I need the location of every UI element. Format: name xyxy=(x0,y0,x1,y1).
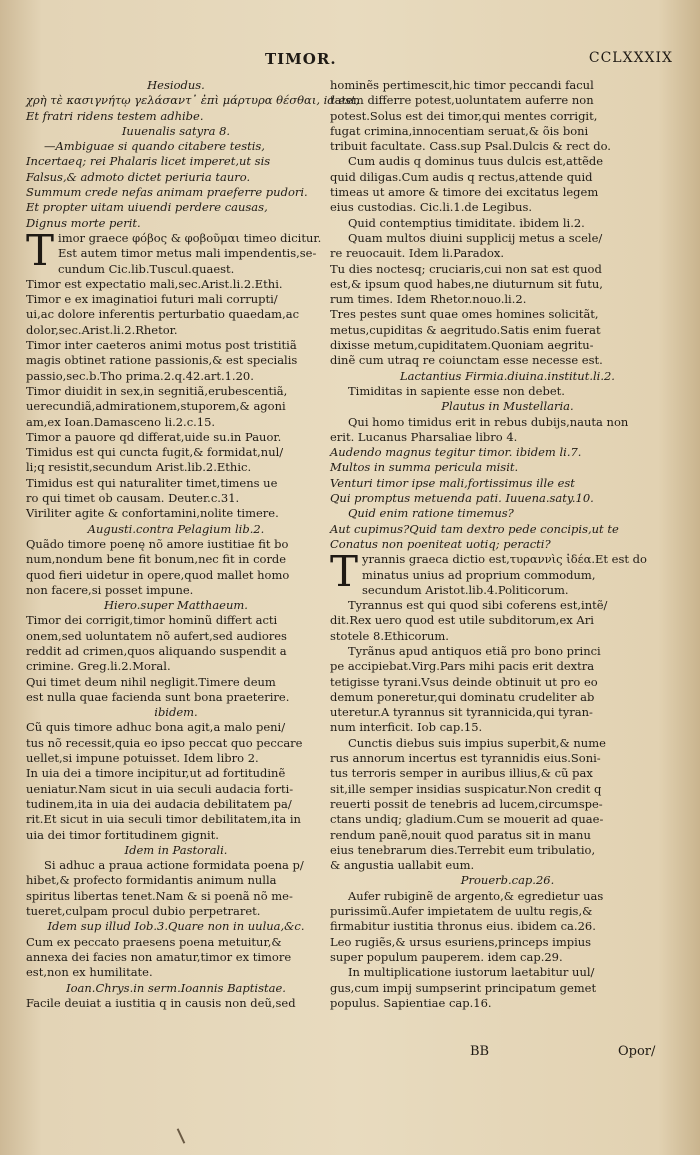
text-line: In uia dei a timore incipitur,ut ad fortitudinẽ xyxy=(26,766,286,781)
page-header xyxy=(265,50,685,74)
text-line: reuerti possit de tenebris ad lucem,circumspe- xyxy=(330,796,603,811)
text-line: stotele 8.Ethicorum. xyxy=(330,628,449,643)
text-line: & angustia uallabit eum. xyxy=(330,858,475,873)
text-line: populus. Sapientiae cap.16. xyxy=(330,995,492,1010)
text-line: Hesiodus. xyxy=(147,78,205,92)
text-line: uellet,si impune potuisset. Idem libro 2. xyxy=(26,751,259,766)
text-line: am,ex Ioan.Damasceno li.2.c.15. xyxy=(26,414,216,429)
text-line: ctans undiq; gladium.Cum se mouerit ad quae- xyxy=(330,812,604,827)
text-line: Idem sup illud Iob.3.Quare non in uulua,&c. xyxy=(47,919,305,934)
text-line: Idem in Pastorali. xyxy=(124,842,228,857)
text-line: Timor est expectatio mali,sec.Arist.li.2.Ethi. xyxy=(26,276,283,291)
text-line: super populum pauperem. idem cap.29. xyxy=(330,949,563,964)
text-line: Lactantius Firmia.diuina.institut.li.2. xyxy=(400,368,615,383)
text-line: annexa dei facies non amatur,timor ex timore xyxy=(26,949,292,964)
text-line: dit.Rex uero quod est utile subditorum,ex Ari xyxy=(330,613,594,628)
text-line: tus terroris semper in auribus illius,& cũ pax xyxy=(330,766,593,781)
text-line: sit,ille semper insidias suspicatur.Non credit q xyxy=(330,781,602,796)
text-line: tribuit facultate. Cass.sup Psal.Dulcis & rect do. xyxy=(330,139,611,154)
text-line: Timidus est qui naturaliter timet,timens ue xyxy=(26,475,278,490)
text-line: timeas ut amore & timore dei excitatus legem xyxy=(330,185,599,200)
text-line: Ioan.Chrys.in serm.Ioannis Baptistae. xyxy=(66,980,286,995)
text-line: non facere,si posset impune. xyxy=(26,582,194,597)
text-line: li;q resistit,secundum Arist.lib.2.Ethic. xyxy=(26,460,252,475)
text-line: tudinem,ita in uia dei audacia debilitatem pa/ xyxy=(26,796,292,811)
text-line: num interficit. Iob cap.15. xyxy=(330,720,483,735)
text-line: Timor inter caeteros animi motus post tristitiã xyxy=(26,338,297,353)
text-line: Timiditas in sapiente esse non debet. xyxy=(348,383,565,398)
catchword: Opor/ xyxy=(618,1044,656,1059)
text-line: quod fieri uidetur in opere,quod mallet homo xyxy=(26,567,290,582)
text-line: imor graece φόβος & φοβοῦμαι timeo dicitur. xyxy=(58,230,322,245)
signature-mark: BB xyxy=(470,1044,490,1059)
text-line: Qui homo timidus erit in rebus dubijs,nauta non xyxy=(348,414,629,429)
text-line: reddit ad crimen,quos aliquando suspendit a xyxy=(26,643,287,658)
text-line: secundum Aristot.lib.4.Politicorum. xyxy=(362,582,569,597)
text-line: tueret,culpam procul dubio perpetraret. xyxy=(26,904,261,919)
text-line: firmabitur iustitia thronus eius. ibidem ca.26. xyxy=(330,919,596,934)
right-column xyxy=(330,78,685,1010)
text-line: Tres pestes sunt quae omes homines solicitãt, xyxy=(330,307,599,322)
text-line: Timor dei corrigit,timor hominũ differt acti xyxy=(26,613,278,628)
text-line: Cum ex peccato praesens poena metuitur,& xyxy=(26,934,282,949)
text-line: tus nõ recessit,quia eo ipso peccat quo peccare xyxy=(26,735,303,750)
text-line: est nulla quae facienda sunt bona praeterire. xyxy=(26,689,290,704)
text-line: hominẽs pertimescit,hic timor peccandi facul xyxy=(330,78,594,92)
text-line: metus,cupiditas & aegritudo.Satis enim fuerat xyxy=(330,322,601,337)
text-line: Dignus morte perit. xyxy=(26,215,141,230)
text-line: Summum crede nefas animam praeferre pudori. xyxy=(26,185,308,200)
text-line: onem,sed uoluntatem nõ aufert,sed audiores xyxy=(26,628,287,643)
text-line: Qui timet deum nihil negligit.Timere deum xyxy=(26,674,276,689)
text-line: Conatus non poeniteat uotiq; peracti? xyxy=(330,536,551,551)
text-line: Est autem timor metus mali impendentis,se- xyxy=(58,246,317,261)
text-line: Cunctis diebus suis impius superbit,& nume xyxy=(348,735,606,750)
drop-cap: T xyxy=(330,547,359,597)
text-line: ro qui timet ob causam. Deuter.c.31. xyxy=(26,491,240,506)
text-line: re reuocauit. Idem li.Paradox. xyxy=(330,246,505,261)
text-line: Audendo magnus tegitur timor. ibidem li.7. xyxy=(330,445,582,460)
text-line: Tyrãnus apud antiquos etiã pro bono princi xyxy=(348,643,601,658)
text-line: uerecundiã,admirationem,stuporem,& agoni xyxy=(26,399,286,414)
text-line: yrannis graeca dictio est,τυραννὶς ἰδέα.Et est do xyxy=(362,552,647,567)
text-line: Cũ quis timore adhuc bona agit,a malo peni/ xyxy=(26,720,286,735)
text-line: tatem differre potest,uoluntatem auferre non xyxy=(330,93,594,108)
text-line: In multiplicatione iustorum laetabitur uul/ xyxy=(348,965,595,980)
folio-number: CCLXXXIX xyxy=(588,50,673,66)
text-line: uteretur.A tyrannus sit tyrannicida,qui tyran- xyxy=(330,705,593,720)
text-line: uia dei timor fortitudinem gignit. xyxy=(26,827,219,842)
text-line: Tyrannus est qui quod sibi coferens est,intẽ/ xyxy=(348,598,608,613)
text-line: eius custodias. Cic.li.1.de Legibus. xyxy=(330,200,533,215)
text-line: Si adhuc a praua actione formidata poena p/ xyxy=(44,858,304,873)
text-line: ibidem. xyxy=(154,705,198,720)
text-line: rus annorum incertus est tyrannidis eius.Soni- xyxy=(330,751,601,766)
text-line: Hiero.super Matthaeum. xyxy=(104,598,248,613)
text-line: hibet,& profecto formidantis animum nulla xyxy=(26,873,277,888)
text-line: Quid enim ratione timemus? xyxy=(348,506,514,521)
text-line: Falsus,& admoto dictet periuria tauro. xyxy=(26,169,251,184)
text-line: Venturi timor ipse mali,fortissimus ille est xyxy=(330,475,575,490)
text-line: dixisse metum,cupiditatem.Quoniam aegritu- xyxy=(330,338,594,353)
drop-cap: T xyxy=(26,225,55,275)
text-line: Augusti.contra Pelagium lib.2. xyxy=(87,521,265,536)
text-line: Facile deuiat a iustitia q in causis non deũ,sed xyxy=(26,995,296,1010)
text-line: ui,ac dolore inferentis perturbatio quaedam,ac xyxy=(26,307,300,322)
text-line: Quam multos diuini supplicij metus a scele/ xyxy=(348,230,603,245)
text-line: Quid contemptius timiditate. ibidem li.2. xyxy=(348,215,585,230)
text-line: cundum Cic.lib.Tuscul.quaest. xyxy=(58,261,235,276)
text-line: Timidus est qui cuncta fugit,& formidat,nul/ xyxy=(26,445,284,460)
text-line: crimine. Greg.li.2.Moral. xyxy=(26,659,171,674)
text-line: fugat crimina,innocentiam seruat,& õis boni xyxy=(330,123,589,138)
text-line: rendum panẽ,nouit quod paratus sit in manu xyxy=(330,827,591,842)
text-line: spiritus libertas tenet.Nam & si poenã nõ me- xyxy=(26,888,293,903)
text-line: num,nondum bene fit bonum,nec fit in corde xyxy=(26,552,287,567)
text-line: Quãdo timore poenę nõ amore iustitiae fit bo xyxy=(26,536,289,551)
text-line: Prouerb.cap.26. xyxy=(460,873,555,888)
text-line: —Ambiguae si quando citabere testis, xyxy=(44,139,265,154)
text-line: Qui promptus metuenda pati. Iuuena.saty.10. xyxy=(330,491,594,506)
text-line: magis obtinet ratione passionis,& est specialis xyxy=(26,353,298,368)
text-line: Timor diuidit in sex,in segnitiã,erubescentiã, xyxy=(26,383,288,398)
text-line: est,& ipsum quod habes,ne diuturnum sit futu, xyxy=(330,276,603,291)
text-line: pe accipiebat.Virg.Pars mihi pacis erit dextra xyxy=(330,659,595,674)
left-column xyxy=(26,78,360,1078)
text-line: eius tenebrarum dies.Terrebit eum tribulatio, xyxy=(330,842,596,857)
text-line: ueniatur.Nam sicut in uia seculi audacia forti- xyxy=(26,781,294,796)
text-line: rum times. Idem Rhetor.nouo.li.2. xyxy=(330,292,527,307)
text-line: rit.Et sicut in uia seculi timor debilitatem,ita in xyxy=(26,812,301,827)
text-line: Viriliter agite & confortamini,nolite timere. xyxy=(26,506,279,521)
text-line: potest.Solus est dei timor,qui mentes corrigit, xyxy=(330,108,598,123)
text-line: minatus unius ad proprium commodum, xyxy=(362,567,596,582)
text-line: χρὴ τὲ κασιγνήτῳ γελάσαντ᾽ ἐπὶ μάρτυρα θέσθαι, id est, xyxy=(26,93,360,108)
text-line: Aufer rubiginẽ de argento,& egredietur uas xyxy=(348,888,604,903)
text-line: Timor e ex imaginatioi futuri mali corrupti/ xyxy=(26,292,278,307)
page-mark xyxy=(177,1128,186,1143)
text-line: purissimũ.Aufer impietatem de uultu regis,& xyxy=(330,904,593,919)
text-line: erit. Lucanus Pharsaliae libro 4. xyxy=(330,429,518,444)
text-line: Multos in summa pericula misit. xyxy=(330,460,519,475)
text-line: Aut cupimus?Quid tam dextro pede concipis,ut te xyxy=(330,521,619,536)
text-line: gus,cum impij sumpserint principatum gemet xyxy=(330,980,597,995)
text-line: demum poneretur,qui dominatu crudeliter ab xyxy=(330,689,595,704)
text-line: Timor a pauore qd differat,uide su.in Pauor. xyxy=(26,429,282,444)
text-line: Et propter uitam uiuendi perdere causas, xyxy=(26,200,268,215)
text-line: quid diligas.Cum audis q rectus,attende quid xyxy=(330,169,593,184)
running-head: TIMOR. xyxy=(265,50,337,68)
text-line: tetigisse tyrani.Vsus deinde obtinuit ut pro eo xyxy=(330,674,598,689)
text-line: dinẽ cum utraq re coiunctam esse necesse est. xyxy=(330,353,603,368)
text-line: Incertaeq; rei Phalaris licet imperet,ut sis xyxy=(26,154,271,169)
text-line: est,non ex humilitate. xyxy=(26,965,153,980)
text-line: Tu dies noctesq; cruciaris,cui non sat est quod xyxy=(330,261,602,276)
text-line: Leo rugiẽs,& ursus esuriens,princeps impius xyxy=(330,934,592,949)
text-line: Et fratri ridens testem adhibe. xyxy=(26,108,204,123)
text-line: passio,sec.b.Tho prima.2.q.42.art.1.20. xyxy=(26,368,254,383)
text-line: dolor,sec.Arist.li.2.Rhetor. xyxy=(26,322,178,337)
text-line: Iuuenalis satyra 8. xyxy=(121,123,231,138)
text-line: Plautus in Mustellaria. xyxy=(441,399,574,414)
text-line: Cum audis q dominus tuus dulcis est,attẽde xyxy=(348,154,604,169)
